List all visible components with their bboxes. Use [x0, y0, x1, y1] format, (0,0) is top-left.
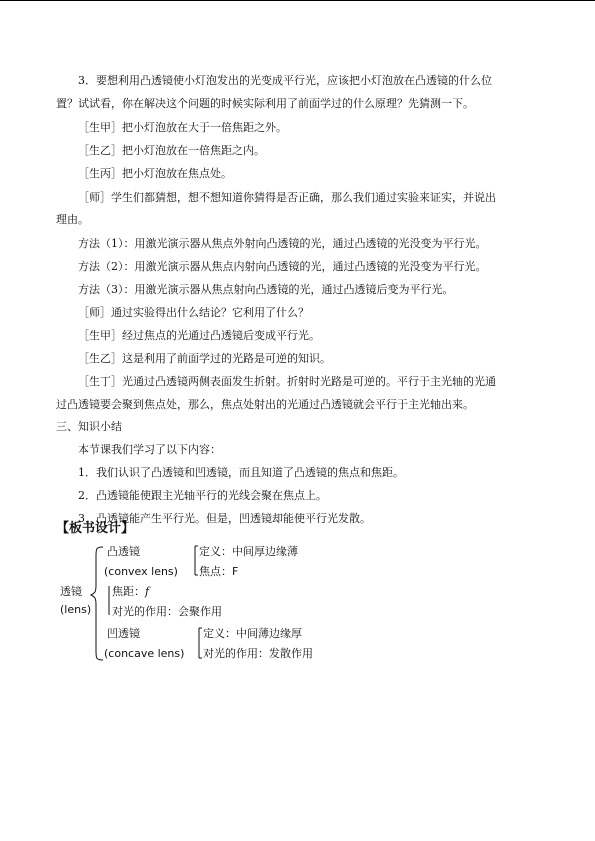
concave-definition: 定义：中间薄边缘厚: [203, 627, 302, 640]
student-b-guess: ［生乙］把小灯泡放在一倍焦距之内。: [78, 144, 265, 157]
summary-item-1: 1．我们认识了凸透镜和凹透镜，而且知道了凸透镜的焦点和焦距。: [78, 466, 404, 479]
student-c-guess: ［生丙］把小灯泡放在焦点处。: [78, 167, 232, 180]
summary-item-2: 2．凸透镜能使跟主光轴平行的光线会聚在焦点上。: [78, 489, 327, 502]
convex-focus: 焦点：F: [199, 565, 239, 578]
student-a-guess: ［生甲］把小灯泡放在大于一倍焦距之外。: [78, 121, 287, 134]
lens-root-en: (lens): [60, 603, 92, 616]
summary-intro: 本节课我们学习了以下内容：: [78, 443, 221, 456]
convex-lens-en: (convex lens): [104, 565, 178, 578]
paragraph-q3-line1: 3．要想利用凸透镜使小灯泡发出的光变成平行光，应该把小灯泡放在凸透镜的什么位: [78, 74, 492, 87]
student-a-answer: ［生甲］经过焦点的光通过凸透镜后变成平行光。: [78, 329, 320, 342]
student-d-line1: ［生丁］光通过凸透镜两侧表面发生折射。折射时光路是可逆的。平行于主光轴的光通: [78, 375, 496, 388]
focal-length: [112, 585, 149, 599]
convex-definition: 定义：中间厚边缘薄: [199, 545, 298, 558]
focal-length-label: 焦距：: [112, 585, 145, 598]
concave-lens-en: (concave lens): [104, 647, 185, 660]
convex-effect: 对光的作用：会聚作用: [112, 605, 222, 618]
method-1: 方法（1）：用激光演示器从焦点外射向凸透镜的光，通过凸透镜的光没变为平行光。: [78, 237, 487, 250]
student-d-line2: 过凸透镜要会聚到焦点处，那么，焦点处射出的光通过凸透镜就会平行于主光轴出来。: [56, 398, 474, 411]
student-b-answer: ［生乙］这是利用了前面学过的光路是可逆的知识。: [78, 352, 331, 365]
section-summary-heading: 三、知识小结: [56, 420, 122, 433]
teacher-question: ［师］通过实验得出什么结论？它利用了什么？: [78, 306, 309, 319]
board-design-title: 【板书设计】: [56, 521, 135, 536]
lens-root-name: 透镜: [60, 585, 82, 598]
teacher-line2: 理由。: [56, 213, 89, 226]
paragraph-q3-line2: 置？试试看，你在解决这个问题的时候实际利用了前面学过的什么原理？先猜测一下。: [56, 97, 474, 110]
convex-lens-name: 凸透镜: [107, 545, 140, 558]
teacher-line1: ［师］学生们都猜想，想不想知道你猜得是否正确，那么我们通过实验来证实，并说出: [78, 191, 496, 204]
method-2: 方法（2）：用激光演示器从焦点内射向凸透镜的光，通过凸透镜的光没变为平行光。: [78, 260, 487, 273]
concave-lens-name: 凹透镜: [107, 627, 140, 640]
method-3: 方法（3）：用激光演示器从焦点射向凸透镜的光，通过凸透镜后变为平行光。: [78, 283, 454, 296]
concave-effect: 对光的作用：发散作用: [203, 647, 313, 660]
main-brace: [91, 547, 103, 660]
focal-length-symbol: f: [145, 585, 150, 598]
summary-item-3: 3．凸透镜能产生平行光。但是，凹透镜却能使平行光发散。: [78, 512, 371, 525]
